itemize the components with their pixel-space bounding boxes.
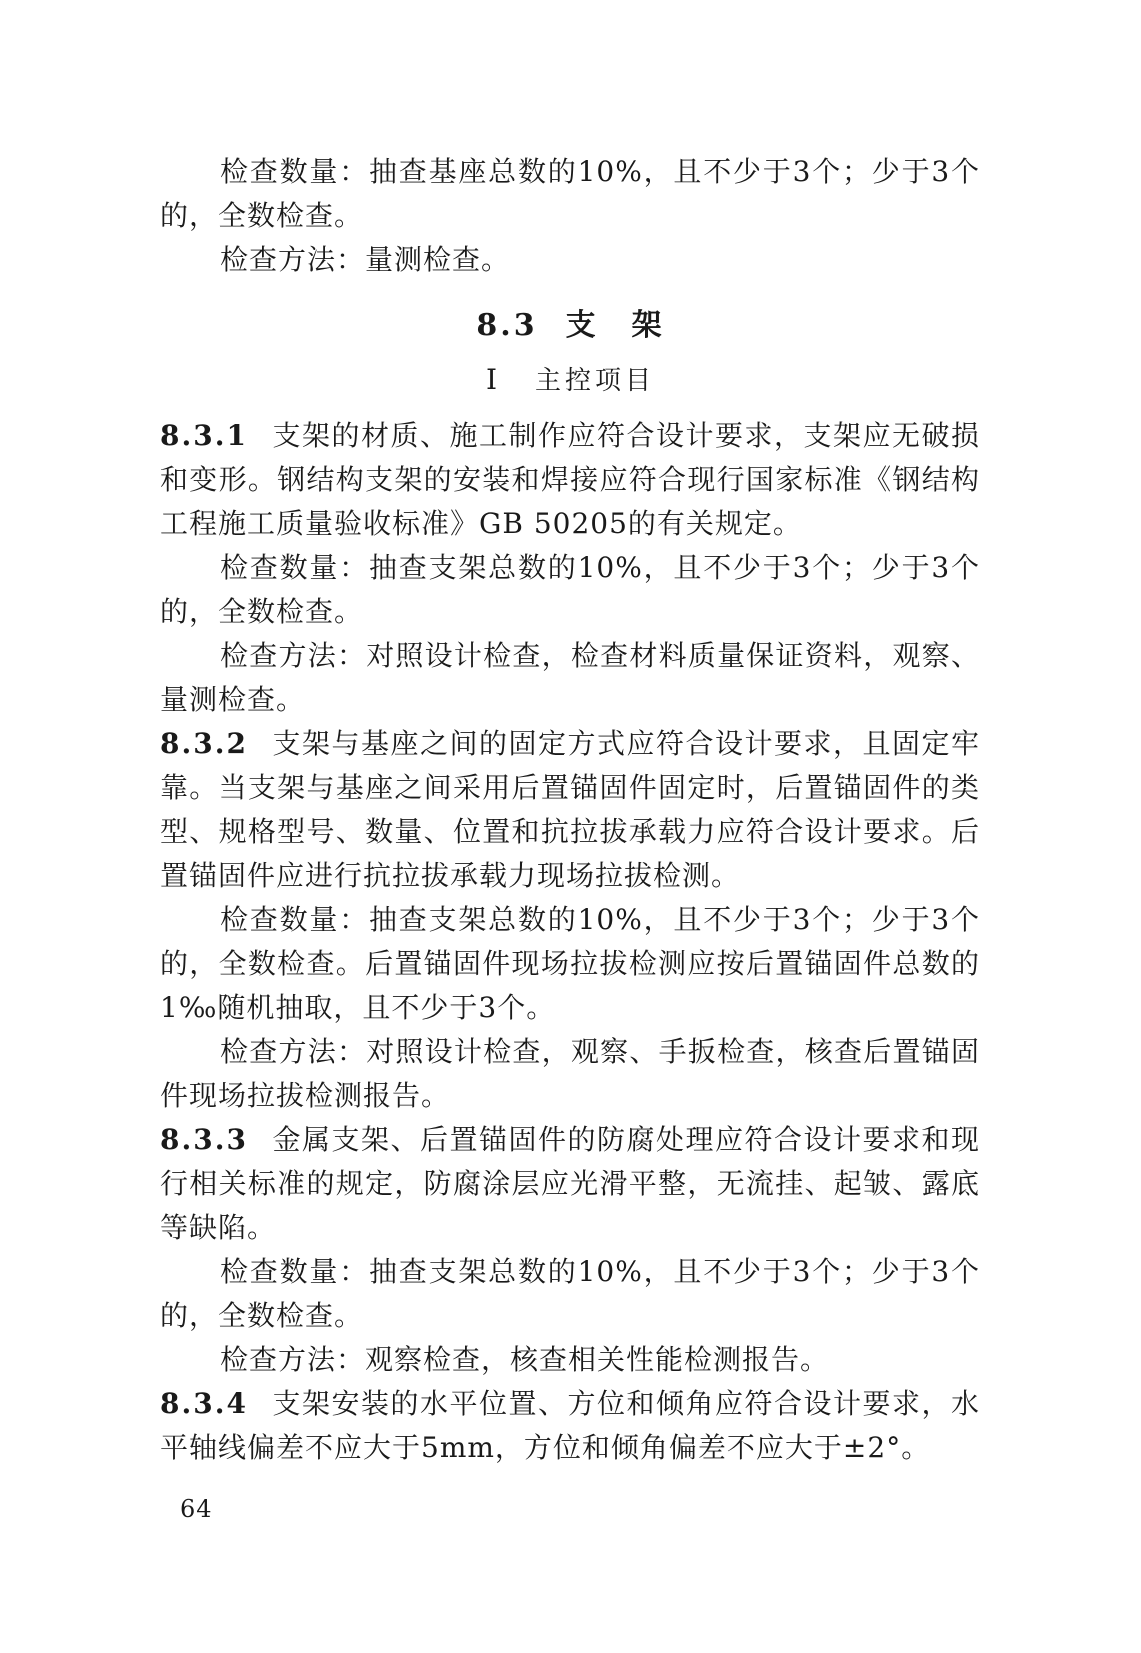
clause-8-3-3 (160, 1118, 980, 1250)
clause-8-3-2-check-quantity: 检查数量：抽查支架总数的10%，且不少于3个；少于3个的，全数检查。后置锚固件现场拉拔检测应按后置锚固件总数的1‰随机抽取，且不少于3个。 (160, 903, 980, 1024)
clause-number: 8.3.1 (160, 419, 248, 452)
clause-8-3-2 (160, 722, 980, 898)
clause-8-3-2-check-method: 检查方法：对照设计检查，观察、手扳检查，核查后置锚固件现场拉拔检测报告。 (160, 1035, 980, 1112)
clause-number: 8.3.3 (160, 1123, 248, 1156)
section-title-text: 支 架 (565, 308, 665, 343)
clause-8-3-3-check-quantity: 检查数量：抽查支架总数的10%，且不少于3个；少于3个的，全数检查。 (160, 1255, 980, 1332)
clause-8-3-1 (160, 414, 980, 546)
section-number: 8.3 (476, 308, 538, 343)
top-text-block (160, 150, 980, 282)
clause-text: 金属支架、后置锚固件的防腐处理应符合设计要求和现行相关标准的规定，防腐涂层应光滑平整，无流挂、起皱、露底等缺陷。 (160, 1123, 980, 1244)
clause-8-3-1-check-method: 检查方法：对照设计检查，检查材料质量保证资料，观察、量测检查。 (160, 639, 980, 716)
clause-8-3-3-check-method: 检查方法：观察检查，核查相关性能检测报告。 (220, 1343, 830, 1376)
section-title (0, 300, 1141, 344)
clause-8-3-1-check-quantity: 检查数量：抽查支架总数的10%，且不少于3个；少于3个的，全数检查。 (160, 551, 980, 628)
subsection-roman-numeral: Ⅰ (485, 363, 502, 396)
subsection-title (0, 360, 1141, 397)
clause-8-3-4 (160, 1382, 980, 1470)
clause-number: 8.3.2 (160, 727, 248, 760)
clause-text: 支架的材质、施工制作应符合设计要求，支架应无破损和变形。钢结构支架的安装和焊接应符合现行国家标准《钢结构工程施工质量验收标准》GB 50205的有关规定。 (160, 419, 980, 540)
clause-text: 支架与基座之间的固定方式应符合设计要求，且固定牢靠。当支架与基座之间采用后置锚固件固定时，后置锚固件的类型、规格型号、数量、位置和抗拉拔承载力应符合设计要求。后置锚固件应进行抗拉拔承载力现场拉拔检测。 (160, 727, 980, 892)
page-number: 64 (180, 1495, 213, 1523)
subsection-title-text: 主控项目 (535, 366, 656, 396)
check-method-paragraph: 检查方法：量测检查。 (220, 243, 511, 276)
check-quantity-paragraph: 检查数量：抽查基座总数的10%，且不少于3个；少于3个的，全数检查。 (160, 155, 980, 232)
clauses-block (160, 414, 980, 1470)
clause-number: 8.3.4 (160, 1387, 248, 1420)
clause-text: 支架安装的水平位置、方位和倾角应符合设计要求，水平轴线偏差不应大于5mm，方位和倾角偏差不应大于±2°。 (160, 1387, 980, 1464)
